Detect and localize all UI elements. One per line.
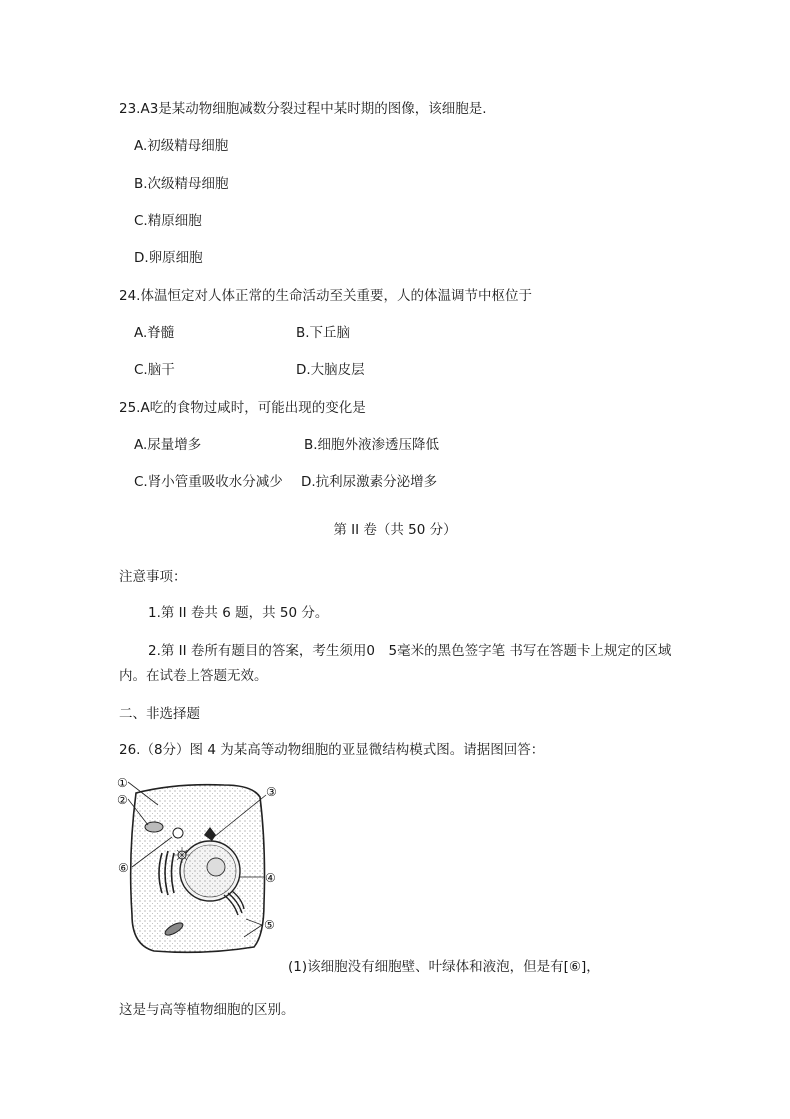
part2-heading: 二、非选择题 xyxy=(119,706,200,722)
q23-stem: 23.A3是某动物细胞减数分裂过程中某时期的图像，该细胞是. xyxy=(119,101,487,117)
q24-option-c: C.脑干 xyxy=(134,362,175,378)
q23-option-b: B.次级精母细胞 xyxy=(134,176,229,192)
q25-option-a: A.尿量增多 xyxy=(134,437,202,453)
section-title: 第 II 卷（共 50 分） xyxy=(333,522,457,538)
q25-stem: 25.A吃的食物过咸时，可能出现的变化是 xyxy=(119,400,366,416)
q24-option-d: D.大脑皮层 xyxy=(296,362,365,378)
notes-item-1: 1.第 II 卷共 6 题，共 50 分。 xyxy=(148,605,329,621)
q23-option-a: A.初级精母细胞 xyxy=(134,138,229,154)
q25-option-b: B.细胞外液渗透压降低 xyxy=(304,437,440,453)
q26-stem: 26.（8分）图 4 为某高等动物细胞的亚显微结构模式图。请据图回答： xyxy=(119,742,545,758)
mitochondrion xyxy=(145,822,163,832)
q25-option-d: D.抗利尿激素分泌增多 xyxy=(301,474,438,490)
label-3: ③ xyxy=(266,785,277,799)
label-2: ② xyxy=(117,793,128,807)
q26-sub1-line2: 这是与高等植物细胞的区别。 xyxy=(119,1002,295,1018)
q24-stem: 24.体温恒定对人体正常的生命活动至关重要，人的体温调节中枢位于 xyxy=(119,288,532,304)
q26-sub1-line1: (1)该细胞没有细胞壁、叶绿体和液泡，但是有[⑥]， xyxy=(288,959,600,975)
label-4: ④ xyxy=(265,871,276,885)
nucleolus xyxy=(207,858,225,876)
notes-item-2: 2.第 II 卷所有题目的答案，考生须用0 5毫米的黑色签字笔 书写在答题卡上规定的区域内。在试卷上答题无效。 xyxy=(119,643,672,684)
label-6: ⑥ xyxy=(118,861,129,875)
q23-option-d: D.卵原细胞 xyxy=(134,250,203,266)
q23-option-c: C.精原细胞 xyxy=(134,213,202,229)
label-1: ① xyxy=(117,776,128,790)
q25-option-c: C.肾小管重吸收水分减少 xyxy=(134,474,283,490)
notes-heading: 注意事项： xyxy=(119,569,187,585)
q24-option-a: A.脊髓 xyxy=(134,325,175,341)
label-5: ⑤ xyxy=(264,918,275,932)
q24-option-b: B.下丘脑 xyxy=(296,325,351,341)
animal-cell-figure xyxy=(114,775,286,970)
